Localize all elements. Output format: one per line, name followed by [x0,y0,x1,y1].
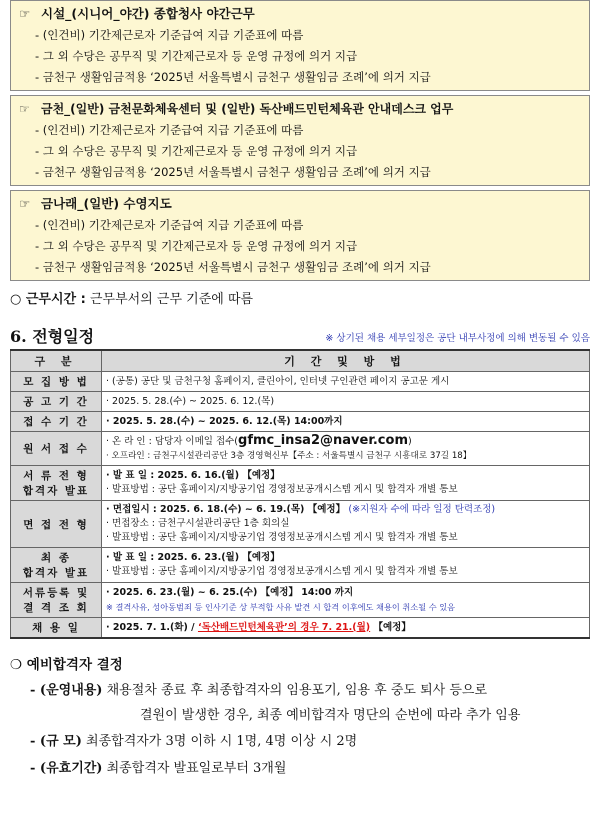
table-row [11,583,590,618]
table-row [11,548,590,583]
row-line: · 발 표 일 : 2025. 6. 23.(월) 【예정】 [106,552,280,563]
job-box-front-desk [10,95,590,186]
row-label: 원 서 접 수 [11,432,102,466]
job-box-title: ☞ 시설_(시니어_야간) 종합청사 야간근무 [19,3,579,25]
row-content [102,392,590,412]
header-period-method: 기 간 및 방 법 [102,350,590,372]
row-label: 서 류 전 형 합격자 발표 [11,466,102,501]
reserve-title: ❍ 예비합격자 결정 [10,657,123,673]
row-content [102,412,590,432]
reserve-validity: - (유효기간) 최종합격자 발표일로부터 3개월 [30,761,287,776]
email-link[interactable]: gfmc_insa2@naver.com [238,433,408,448]
row-line: · 오프라인 : 금천구시설관리공단 3층 경영혁신부【주소 : 서울특별시 금천구 시흥대로 37길 18】 [106,451,472,461]
row-line: · (공통) 공단 및 금천구청 홈페이지, 클린아이, 인터넷 구인관련 페이지 공고문 게시 [106,375,450,387]
header-category: 구 분 [11,350,102,372]
document-page [10,0,590,782]
row-content [102,432,590,466]
row-content [102,501,590,548]
table-row [11,501,590,548]
box-line: - 금천구 생활임금적용 ‘2025년 서울특별시 금천구 생활임금 조례’에 의거 지급 [35,260,431,274]
row-line: · 면접장소 : 금천구시설관리공단 1층 회의실 [106,518,290,529]
box-line: - 그 외 수당은 공무직 및 기간제근로자 등 운영 규정에 의거 지급 [35,239,358,253]
row-content [102,548,590,583]
row-line: · 발표방법 : 공단 홈페이지/지방공기업 경영정보공개시스템 게시 및 합격자 개별 통보 [106,566,458,577]
row-label: 접 수 기 간 [11,412,102,432]
row-content [102,466,590,501]
row-line: · 발표방법 : 공단 홈페이지/지방공기업 경영정보공개시스템 게시 및 합격자 개별 통보 [106,484,458,495]
row-label: 최 종 합격자 발표 [11,548,102,583]
row-line: ※ 결격사유, 성아동범죄 등 인사기준 상 부적합 사유 발견 시 합격 이후에도 채용이 취소될 수 있음 [106,602,456,612]
reserve-scale: - (규 모) 최종합격자가 3명 이하 시 1명, 4명 이상 시 2명 [30,734,358,749]
row-line: · 2025. 5. 28.(수) ~ 2025. 6. 12.(목) [106,395,275,407]
work-hours-text: 근무부서의 근무 기준에 따름 [89,292,254,307]
row-label: 서류등록 및 결 격 조 회 [11,583,102,618]
table-row [11,412,590,432]
job-box-night-duty [10,0,590,91]
pointing-hand-icon: ☞ [19,102,30,116]
row-label: 모 집 방 법 [11,372,102,392]
table-row [11,392,590,412]
row-line: · 2025. 5. 28.(수) ~ 2025. 6. 12.(목) 14:00까지 [106,415,343,427]
schedule-header [10,321,590,347]
box-line: - (인건비) 기간제근로자 기준급여 지급 기준표에 따름 [35,123,304,137]
job-box-title: ☞ 금천_(일반) 금천문화체육센터 및 (일반) 독산배드민턴체육관 안내데스크 업무 [19,98,579,120]
row-label: 채 용 일 [11,618,102,639]
box-line: - (인건비) 기간제근로자 기준급여 지급 기준표에 따름 [35,28,304,42]
table-row [11,372,590,392]
row-line: · 2025. 7. 1.(화) / ‘독산배드민턴체육관’의 경우 7. 21.(월) 【예정】 [106,621,411,633]
box-line: - 금천구 생활임금적용 ‘2025년 서울특별시 금천구 생활임금 조례’에 의거 지급 [35,165,431,179]
job-box-title: ☞ 금나래_(일반) 수영지도 [19,193,579,215]
work-hours-label: ○ 근무시간 : [10,292,86,307]
schedule-note: ※ 상기된 채용 세부일정은 공단 내부사정에 의해 변동될 수 있음 [325,333,590,344]
row-line: · 2025. 6. 23.(월) ~ 6. 25.(수) 【예정】 14:00 까지 [106,587,354,598]
box-line: - 그 외 수당은 공무직 및 기간제근로자 등 운영 규정에 의거 지급 [35,49,358,63]
reserve-operation: - (운영내용) 채용절차 종료 후 최종합격자의 임용포기, 임용 후 중도 퇴사 등으로 [30,683,487,698]
row-label: 면 접 전 형 [11,501,102,548]
schedule-table [10,349,590,639]
row-label: 공 고 기 간 [11,392,102,412]
box-line: - 그 외 수당은 공무직 및 기간제근로자 등 운영 규정에 의거 지급 [35,144,358,158]
reserve-operation-cont: 결원이 발생한 경우, 최종 예비합격자 명단의 순번에 따라 추가 임용 [140,708,521,723]
work-hours [10,285,590,315]
table-row [11,432,590,466]
section-title: 6. 전형일정 [10,327,95,346]
job-box-swimming [10,190,590,281]
table-header-row [11,350,590,372]
box-line: - (인건비) 기간제근로자 기준급여 지급 기준표에 따름 [35,218,304,232]
row-content [102,583,590,618]
row-line: · 온 라 인 : 담당자 이메일 접수(gfmc_insa2@naver.com) [106,433,412,448]
row-line: · 발표방법 : 공단 홈페이지/지방공기업 경영정보공개시스템 게시 및 합격자 개별 통보 [106,532,458,543]
row-line: · 발 표 일 : 2025. 6. 16.(월) 【예정】 [106,470,280,481]
pointing-hand-icon: ☞ [19,6,31,21]
badminton-date: ‘독산배드민턴체육관’의 경우 7. 21.(월) [197,621,371,633]
table-row [11,618,590,639]
table-row [11,466,590,501]
pointing-hand-icon: ☞ [19,196,31,211]
row-content [102,372,590,392]
row-content [102,618,590,639]
row-line: · 면접일시 : 2025. 6. 18.(수) ~ 6. 19.(목) 【예정】 (※지원자 수에 따라 일정 탄력조정) [106,504,496,515]
box-line: - 금천구 생활임금적용 ‘2025년 서울특별시 금천구 생활임금 조례’에 의거 지급 [35,70,431,84]
